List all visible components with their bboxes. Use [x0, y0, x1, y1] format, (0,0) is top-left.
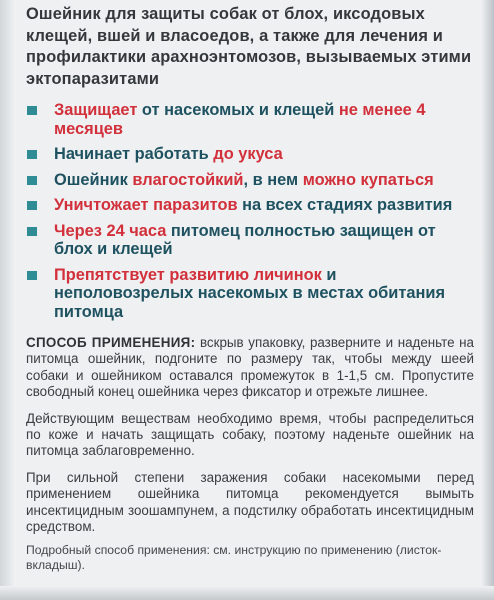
- feature-item: [26, 196, 474, 215]
- bullet-marker-icon: [27, 227, 37, 236]
- feature-item: [26, 145, 474, 164]
- instructions-note: Подробный способ применения: см. инструкцию по применению (листок-вкладыш).: [26, 543, 442, 573]
- feature-item: [26, 101, 474, 138]
- package-right-edge: [482, 0, 494, 600]
- usage-method: [26, 335, 474, 401]
- bullet-marker-icon: [27, 176, 37, 185]
- feature-text-segment: не менее 4 месяцев: [54, 101, 426, 138]
- bullet-marker-icon: [27, 150, 37, 159]
- usage-method-text: вскрыв упаковку, разверните и наденьте на питомца ошейник, подгоните по размеру так, чтобы между шеей собаки и ошейником оставался промежуток в 1-1,5 см. Пропустите свободный конец ошейника через фиксатор и отрежьте лишнее.: [26, 335, 474, 400]
- bullet-marker-icon: [27, 201, 37, 210]
- feature-item: [26, 171, 474, 190]
- feature-text-segment: Препятствует развитию личинок: [54, 265, 322, 284]
- heavy-infestation-paragraph: При сильной степени заражения собаки насекомыми перед применением ошейника питомца рекомендуется вымыть инсектицидным зоошампунем, а подстилку обработать инсектицидным средством.: [26, 469, 474, 535]
- feature-text-segment: можно купаться: [302, 170, 434, 189]
- product-description: Ошейник для защиты собак от блох, иксодовых клещей, вшей и власоедов, а также для лечения и профилактики арахноэнтомозов, вызываемых этими эктопаразитами: [26, 5, 472, 88]
- feature-text-segment: Ошейник: [54, 170, 133, 189]
- feature-item: [26, 266, 474, 322]
- usage-method-heading: СПОСОБ ПРИМЕНЕНИЯ:: [26, 335, 196, 350]
- feature-text-segment: и неполовозрелых насекомых в местах обитания питомца: [54, 265, 446, 321]
- feature-item: [26, 222, 474, 259]
- bullet-marker-icon: [27, 106, 37, 115]
- feature-text-segment: Через 24 часа: [54, 221, 167, 240]
- timing-paragraph: Действующим веществам необходимо время, чтобы распределиться по коже и начать защищать собаку, поэтому наденьте ошейник на питомца заблаговременно.: [26, 410, 474, 459]
- feature-text-segment: питомец полностью защищен от блох и клещей: [54, 221, 436, 258]
- package-text-block: [26, 4, 474, 573]
- feature-text-segment: Уничтожает паразитов: [54, 196, 238, 214]
- feature-text-segment: от насекомых и клещей: [137, 101, 339, 119]
- feature-text-segment: Защищает: [54, 101, 138, 119]
- feature-text-segment: на всех стадиях развития: [237, 196, 453, 214]
- feature-text-segment: до укуса: [213, 145, 283, 163]
- feature-text-segment: , в нем: [243, 170, 303, 189]
- bullet-marker-icon: [27, 271, 37, 280]
- feature-text-segment: Начинает работать: [54, 145, 214, 163]
- features-list: [26, 101, 474, 321]
- feature-text-segment: влагостойкий: [132, 170, 244, 189]
- package-bottom-edge: [0, 586, 494, 600]
- package-left-edge: [0, 0, 16, 600]
